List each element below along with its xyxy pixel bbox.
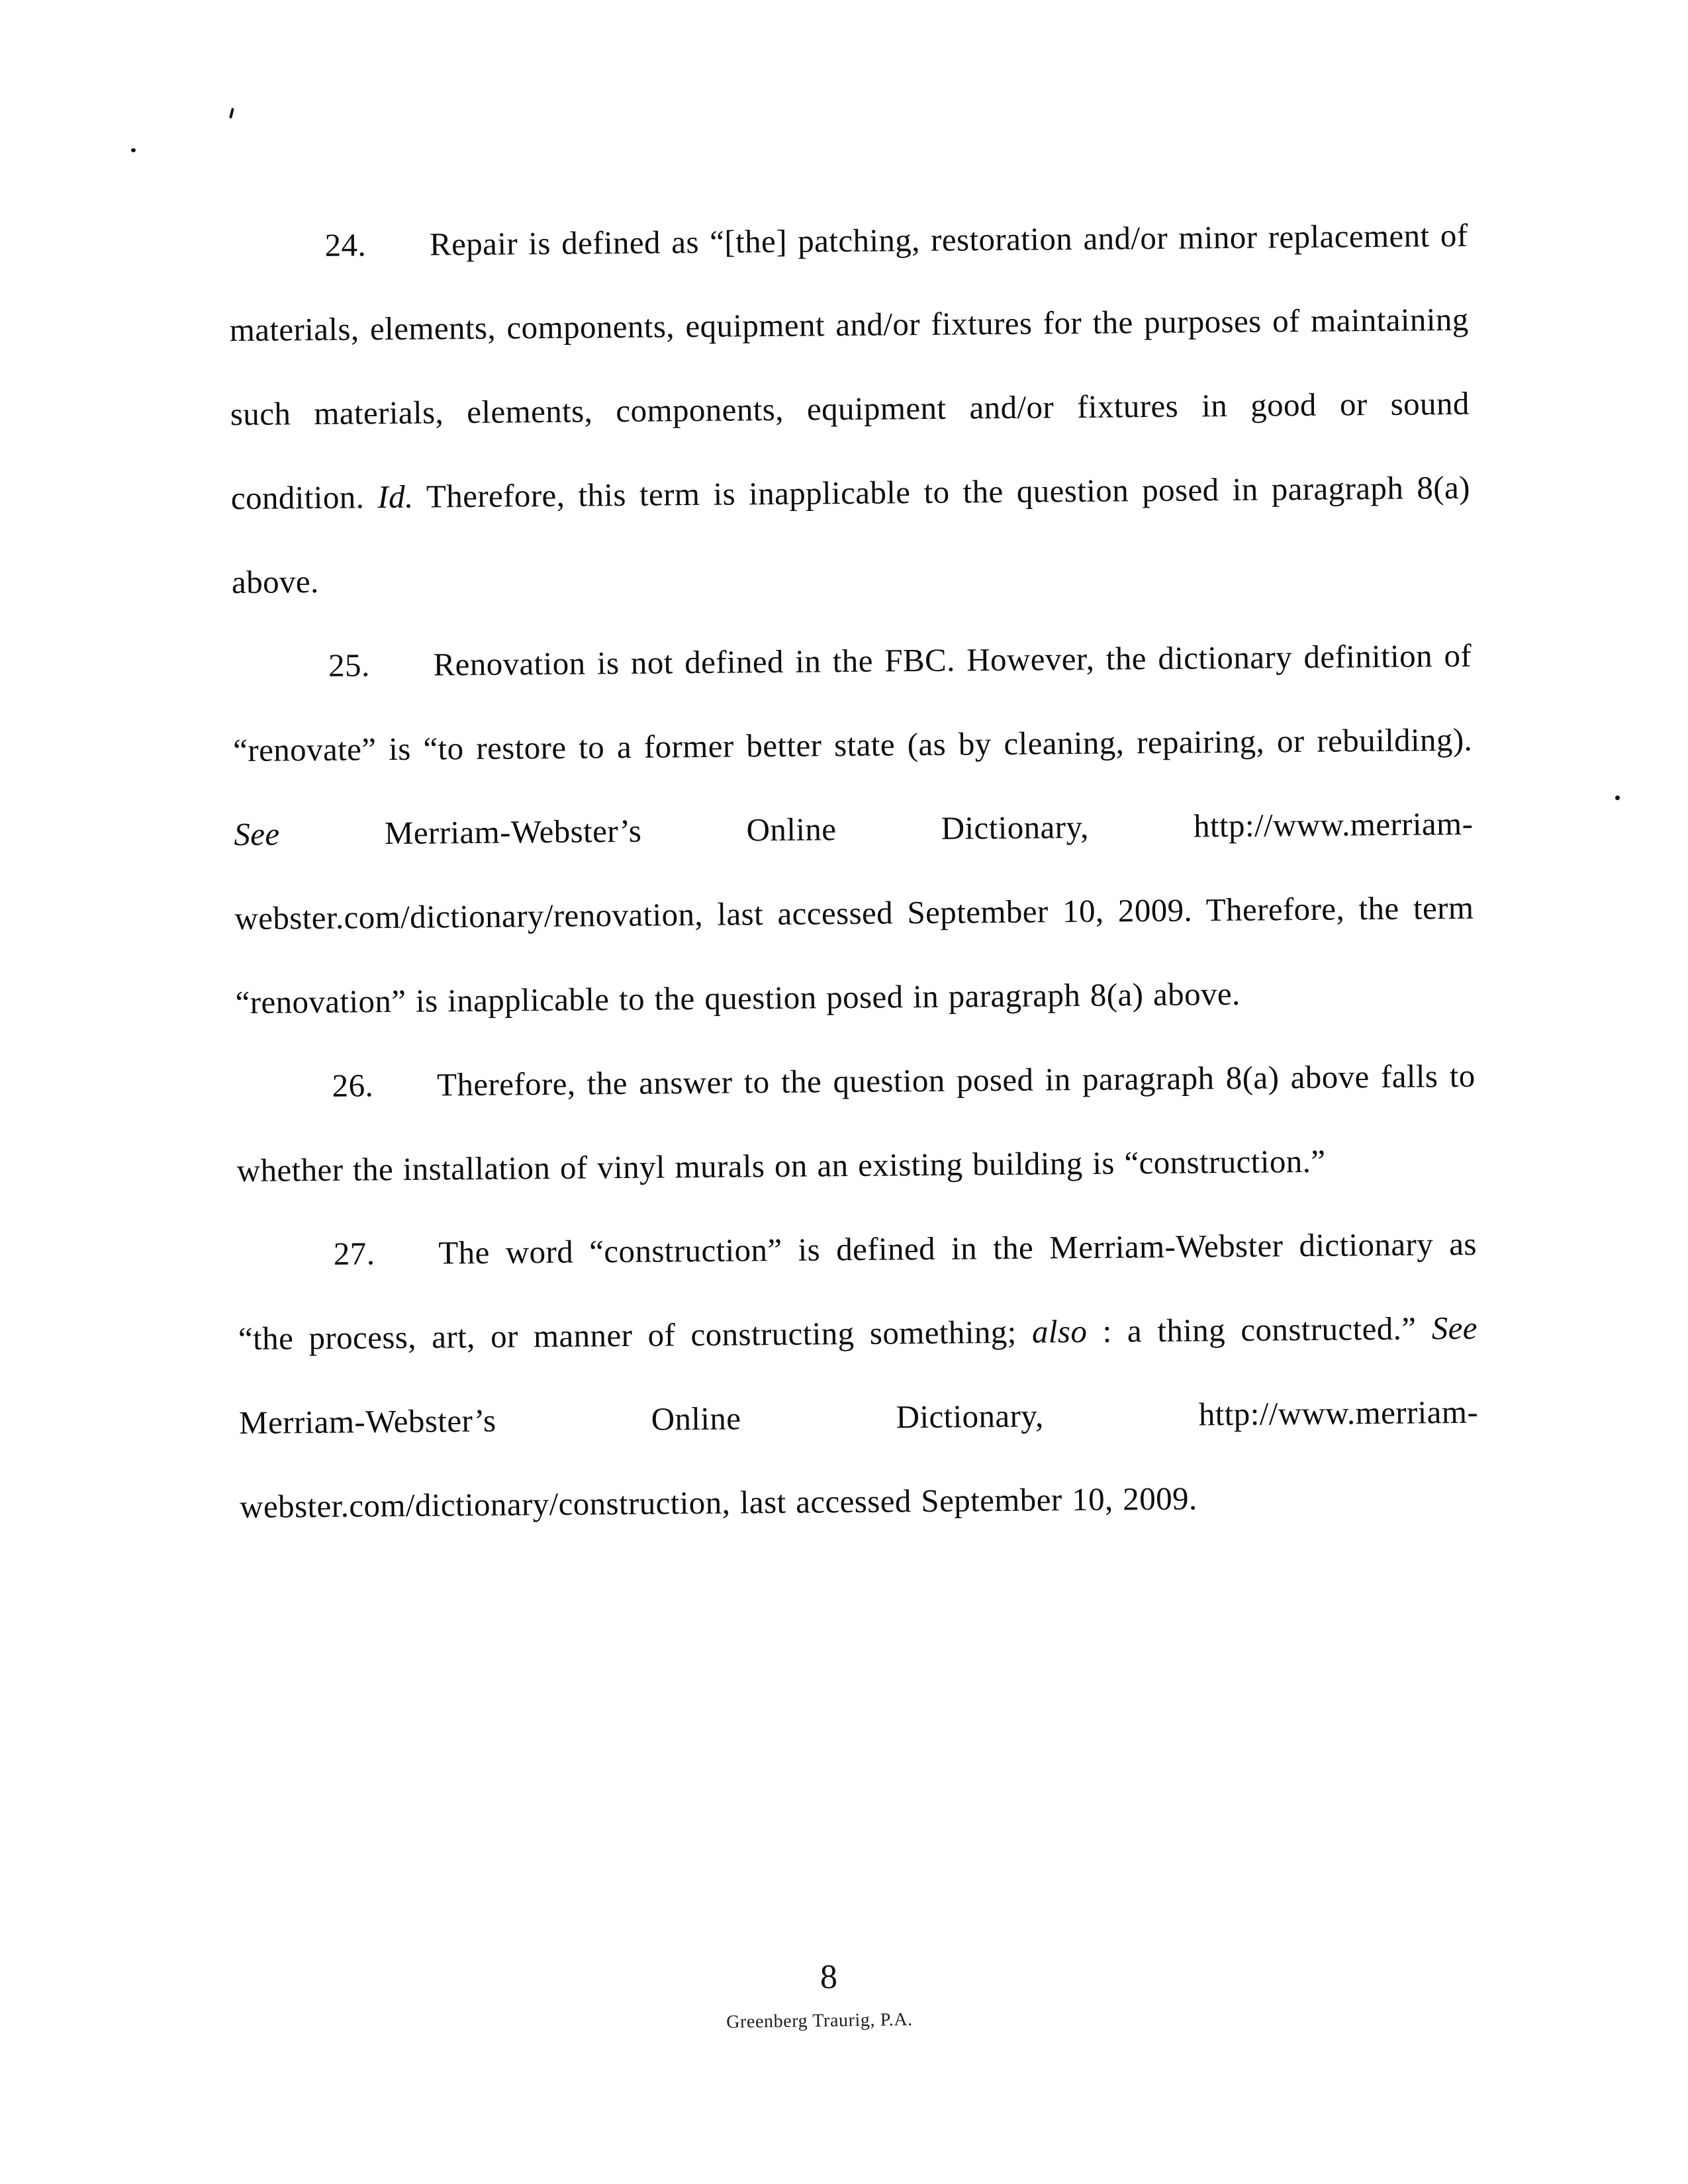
paragraph-number: 27. [333,1235,375,1272]
paragraph-number: 24. [324,226,367,263]
text-run: Renovation is not defined in the FBC. However, the dictionary definition of “renovate” is “to restore to a former better state (as by cleaning, repairing, or rebuilding). [232,637,1473,769]
text-run: The word “construction” is defined in the Merriam-Webster dictionary as “the process, art, or manner of constructing something; [238,1225,1477,1357]
text-run: Therefore, the answer to the question posed in paragraph 8(a) above falls to whether the installation of vinyl murals on an existing building is “construction.” [236,1057,1476,1189]
text-run: Merriam-Webster’s Online Dictionary, http://www.merriam-webster.com/dictionary/construction, last accessed September 10, 2009. [238,1393,1479,1525]
scan-speck-dot-right [1615,796,1620,800]
italic-text-run: Id. [377,478,414,516]
text-run: Therefore, this term is inapplicable to the question posed in paragraph 8(a) above. [231,469,1471,601]
paragraph-number: 26. [332,1067,374,1104]
paragraph-25 [232,614,1475,1044]
scan-speck-dot-left [131,148,136,152]
scan-speck-tick [229,108,234,118]
paragraph-tab-gap [370,675,434,676]
footer-firm-name: Greenberg Traurig, P.A. [726,2009,914,2032]
paragraph-26 [236,1034,1476,1212]
text-run: : a thing constructed.” [1087,1310,1432,1349]
paragraph-24 [228,193,1471,624]
paragraph-tab-gap [375,1263,438,1264]
italic-text-run: See [234,815,280,853]
text-run: Repair is defined as “[the] patching, restoration and/or minor replacement of materials, elements, components, equipment and/or fixtures for the purposes of maintaining such materials, elements, components, equipment and/or fixtures in good or sound condition. [229,216,1470,517]
paragraph-tab-gap [366,255,430,256]
paragraph-tab-gap [373,1095,437,1096]
italic-text-run: also [1031,1312,1088,1350]
italic-text-run: See [1431,1309,1478,1347]
body-text [228,193,1479,1549]
paragraph-number: 25. [328,647,370,684]
page-number: 8 [820,1958,838,1997]
text-run: Merriam-Webster’s Online Dictionary, http://www.merriam-webster.com/dictionary/renovation, last accessed September 10, 2009. Therefore, the term “renovation” is inapplicable to the question posed in paragraph 8(a) above. [234,805,1474,1021]
paragraph-27 [237,1202,1479,1549]
